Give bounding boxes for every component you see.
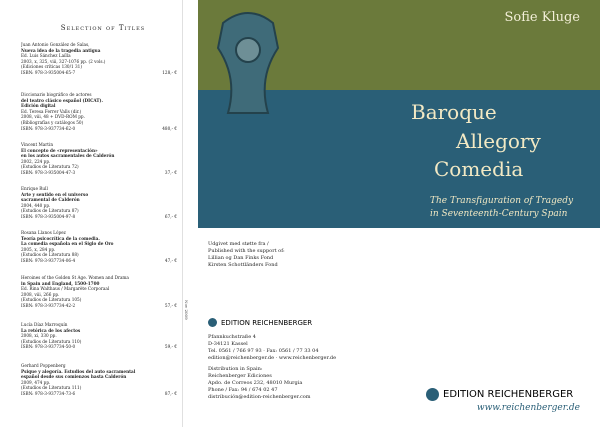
publisher-icon: [426, 388, 439, 401]
entry-line: ISBN: 978-3-937734-06-4: [21, 257, 76, 263]
title-entry: [21, 322, 177, 350]
entry-price: 47,- €: [164, 257, 177, 263]
entry-price: 59,- €: [164, 344, 177, 350]
spine-date: Nov 2009: [184, 300, 189, 320]
entry-price: 480,- €: [162, 125, 177, 131]
entry-line: ISBN: 978-3-935004-97-8: [21, 213, 76, 219]
entry-line: Ed. Rina Walthaus / Margarète Corporaal: [21, 286, 110, 292]
entry-line: 2008, xi, 330 pp.: [21, 333, 57, 339]
website: www.reichenberger.de: [476, 403, 580, 413]
title-entry: [21, 42, 177, 76]
entry-line: Nueva idea de la tragedia antigua: [21, 47, 101, 53]
entry-line: 2009, 474 pp.: [21, 379, 51, 385]
entry-line: ISBN: 978-3-937734-62-0: [21, 125, 76, 131]
title-line-1: Baroque: [411, 100, 497, 124]
support-block: Udgivet med støtte fra / Published with the support of: Lillian og Dan Finks Fond Kirsten Schottländers Fond: [208, 241, 285, 268]
entry-line: Teoría psicocrítica de la comedia.: [21, 235, 100, 241]
distribution-block: Distribution in Spain: Reichenberger Ediciones Apdo. de Correos 232, 48010 Murgia Phone / Fax: 94 / 674 02 47 distribución@edition-reichenberger.com: [208, 366, 311, 400]
publisher-logo-small: EDITION REICHENBERGER: [208, 318, 312, 327]
entry-price: 128,- €: [162, 69, 177, 75]
entry-line: in Spain and England, 1500-1700: [21, 280, 100, 286]
entry-line: La retórica de los afectos: [21, 327, 81, 333]
back-cover: [0, 0, 182, 427]
address-block: Pfannkuchstraße 4 D-34121 Kassel Tel. 0561 / 766 97 93 · Fax: 0561 / 77 33 04 edition@reichenberger.de · www.reichenberger.de: [208, 334, 337, 361]
entry-line: ISBN: 978-3-935004-47-3: [21, 169, 76, 175]
title-entry: [21, 230, 177, 264]
subtitle-line-2: in Seventeenth-Century Spain: [430, 209, 568, 219]
entry-line: (Estudios de Literatura 88): [21, 252, 79, 258]
entry-line: ISBN: 978-3-937734-42-2: [21, 302, 76, 308]
title-entry: [21, 142, 177, 176]
entry-line: 2003, x, 325, viii, 327-1076 pp. (2 vols.): [21, 58, 106, 64]
title-entry: [21, 363, 177, 397]
entry-line: 2008, viii, 48 + DVD-ROM pp.: [21, 114, 85, 120]
entry-price: 57,- €: [164, 302, 177, 308]
entry-price: 37,- €: [164, 169, 177, 175]
entry-line: Vincent Martin: [21, 142, 54, 147]
emblem-icon: [208, 8, 288, 123]
entry-line: 2008, viii, 266 pp.: [21, 291, 60, 297]
entry-line: Ed. Luis Sánchez Laílla: [21, 53, 71, 59]
entry-line: 2002, 224 pp.: [21, 158, 51, 164]
entry-line: ISBN: 978-3-937734-73-6: [21, 390, 76, 396]
entry-line: Lucía Díaz Marroquín: [21, 322, 68, 327]
entry-line: La comedia española en el Siglo de Oro: [21, 241, 114, 247]
entry-line: (Ediciones críticas 130/1 31): [21, 64, 82, 70]
subtitle-line-1: The Transfiguration of Tragedy: [430, 196, 574, 206]
entry-line: ISBN: 978-3-937734-50-0: [21, 344, 76, 350]
entry-line: Psique y alegoría. Estudios del auto sacramental: [21, 368, 136, 374]
title-entry: [21, 92, 177, 131]
spine: [182, 0, 199, 427]
entry-line: en los autos sacramentales de Calderón: [21, 153, 115, 159]
entry-line: sacramental de Calderón: [21, 197, 80, 203]
entry-line: Gerhard Poppenberg: [21, 363, 66, 368]
entry-price: 87,- €: [164, 390, 177, 396]
title-line-2: Allegory: [456, 129, 541, 153]
entry-line: Rosana Llanos López: [21, 230, 66, 235]
entry-line: Ed. Teresa Ferrer Valls (dir.): [21, 108, 82, 114]
title-entry: [21, 186, 177, 220]
entry-line: (Estudios de Literatura 87): [21, 208, 79, 214]
entry-line: Arte y sentido en el universo: [21, 191, 89, 197]
entry-line: ISBN: 978-3-935004-65-7: [21, 69, 76, 75]
entry-line: (Estudios de Literatura 110): [21, 338, 82, 344]
publisher-icon: [208, 318, 217, 327]
entry-line: Diccionario biográfico de actores: [21, 92, 92, 97]
entry-line: 2004, 440 pp.: [21, 202, 51, 208]
entry-line: 2005, x, 284 pp.: [21, 246, 56, 252]
entry-line: (Estudios de Literatura 105): [21, 297, 82, 303]
entry-line: del teatro clásico español (DICAT).: [21, 97, 103, 103]
entry-line: (Estudios de Literatura 72): [21, 164, 79, 170]
title-line-3: Comedia: [434, 157, 524, 181]
entry-line: Edición digital: [21, 103, 56, 109]
front-cover: [198, 0, 600, 427]
entry-line: Juan Antonio González de Salas,: [21, 42, 90, 47]
entry-price: 67,- €: [164, 213, 177, 219]
entry-line: español desde sus comienzos hasta Calderón: [21, 374, 127, 380]
author-name: Sofie Kluge: [504, 10, 580, 25]
selection-heading: Selection of Titles: [60, 24, 146, 32]
entry-line: (Estudios de Literatura 111): [21, 385, 82, 391]
entry-line: Enrique Rull: [21, 186, 48, 191]
entry-line: El concepto de «representación»: [21, 147, 98, 153]
entry-line: Heroines of the Golden St Age. Women and Drama: [21, 275, 129, 280]
publisher-logo-large: EDITION REICHENBERGER: [426, 388, 573, 401]
entry-line: (Bibliografías y catálogos 50): [21, 119, 84, 125]
title-entry: [21, 275, 177, 309]
